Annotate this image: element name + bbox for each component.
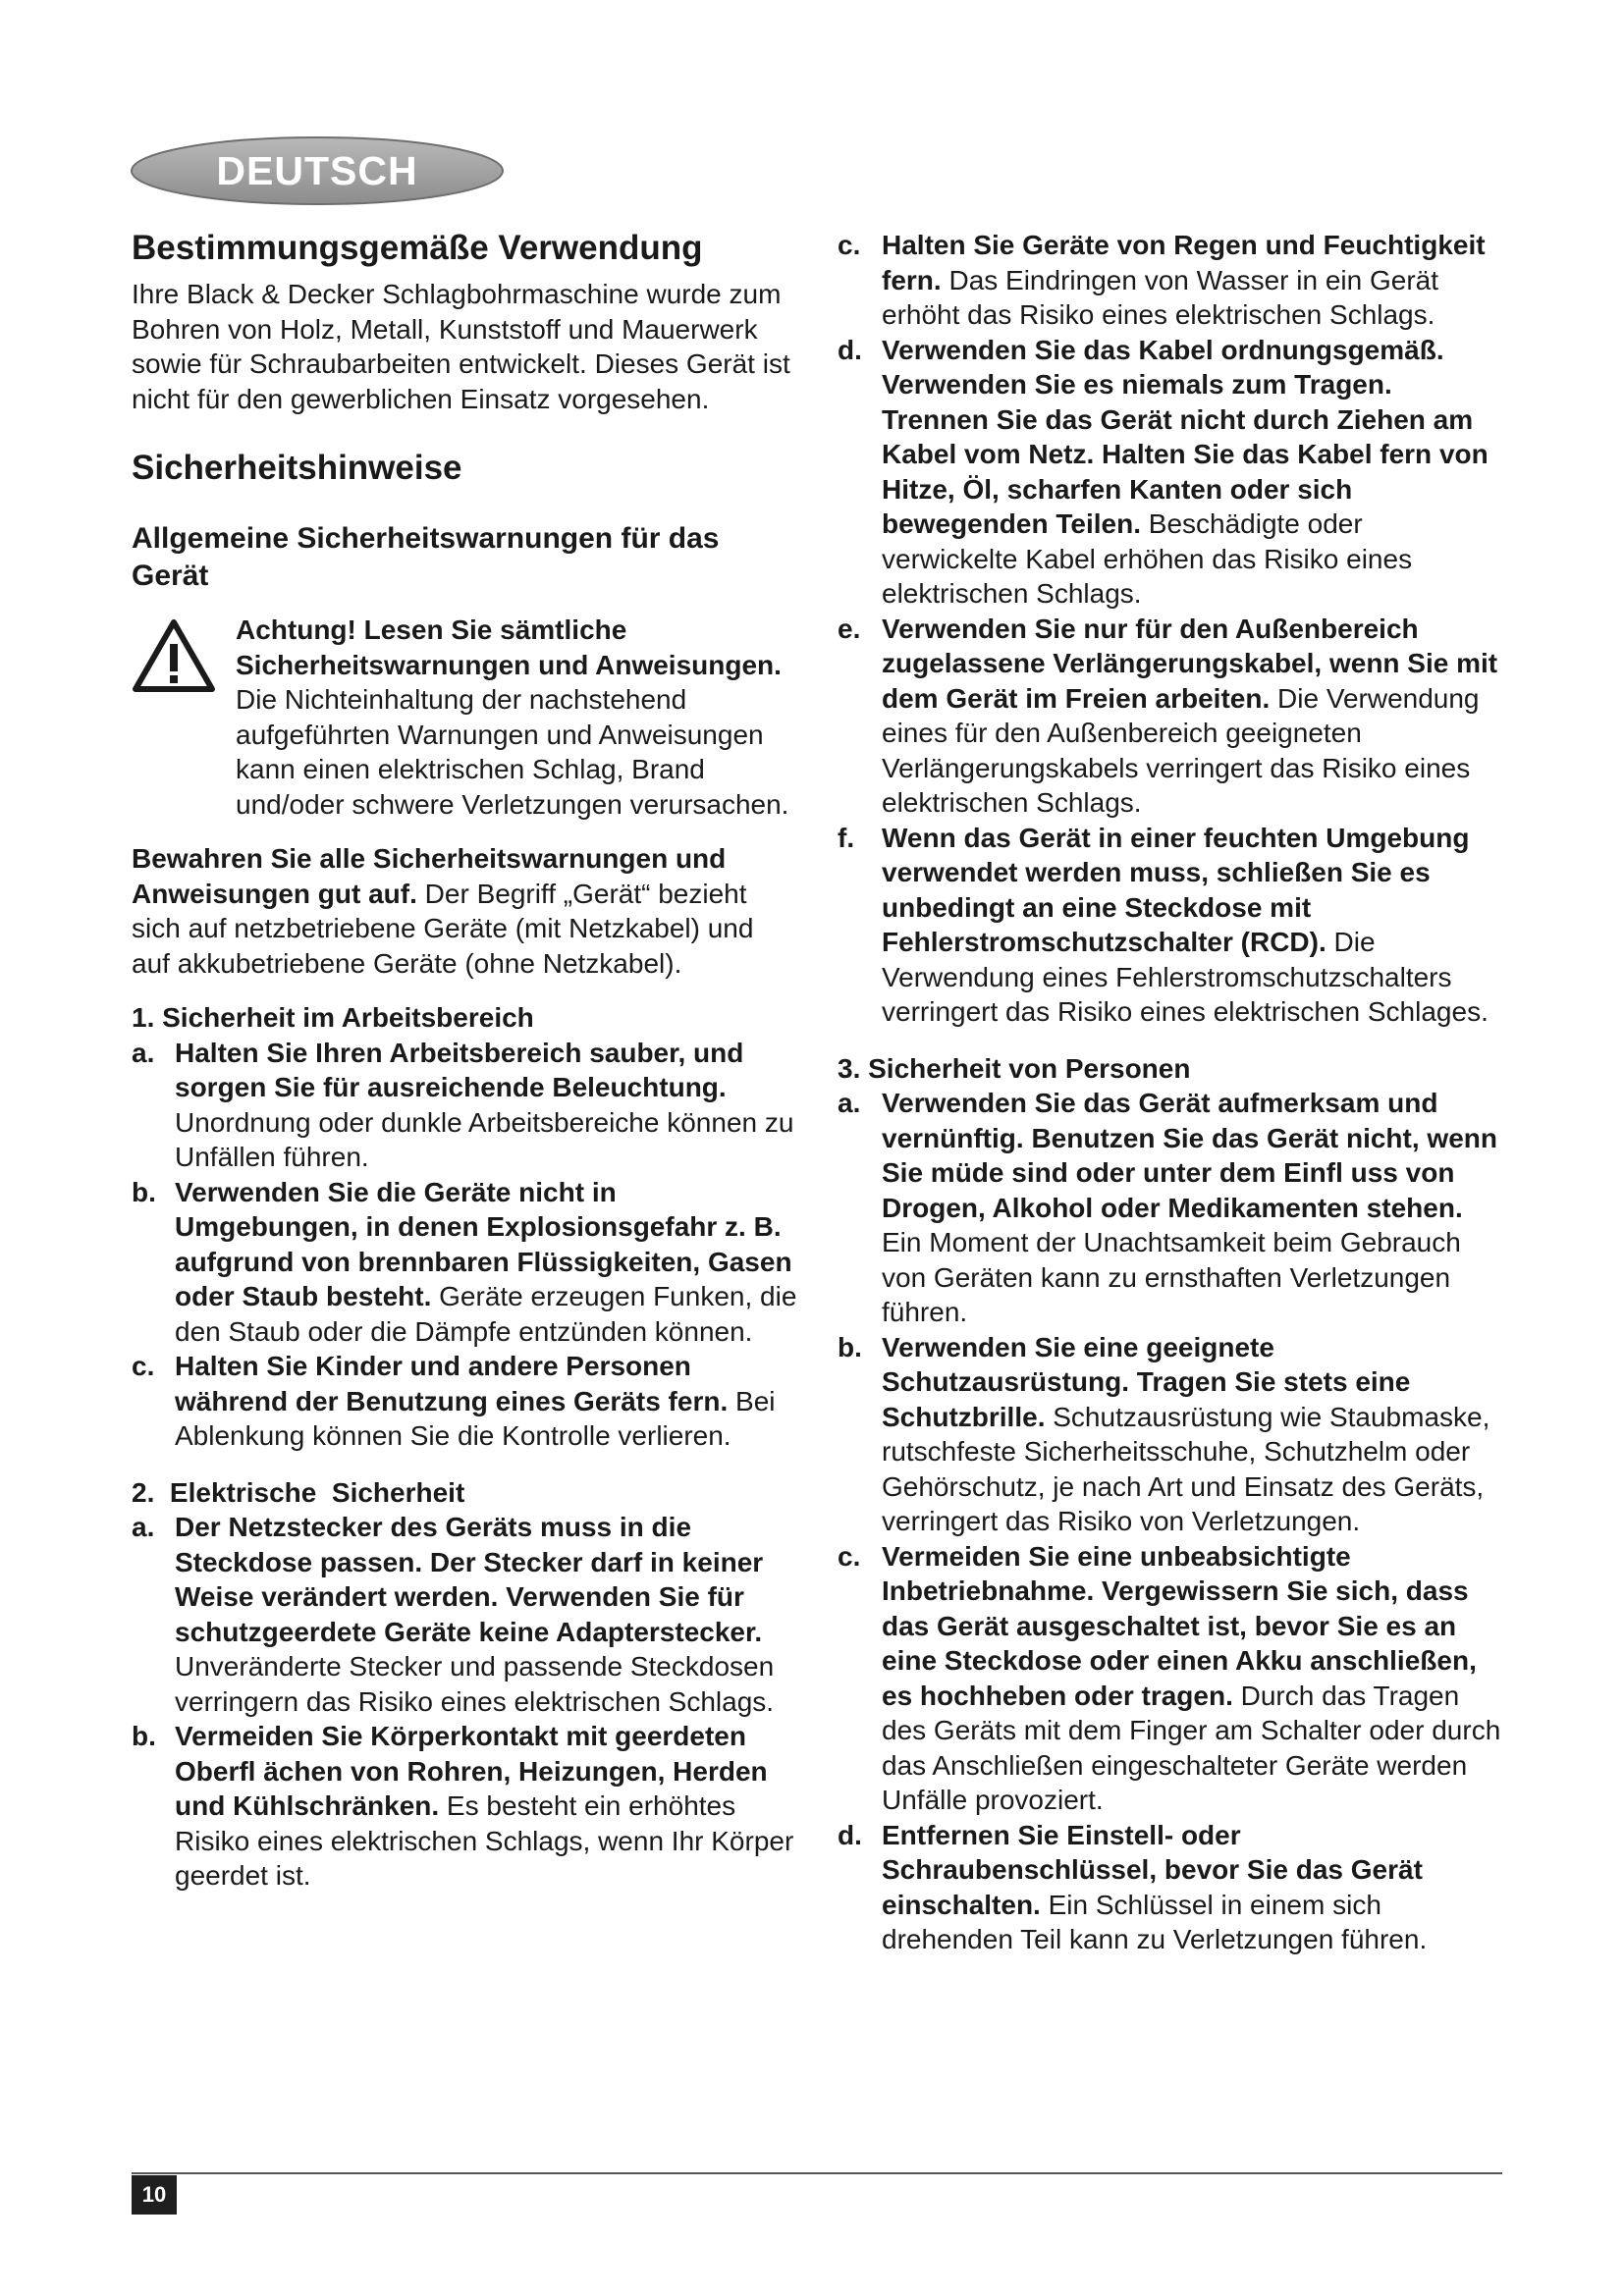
list-item-bold: Entfernen Sie Einstell- oder Schraubenschlüssel, bevor Sie das Gerät einschalten.	[882, 1819, 1423, 1920]
warning-triangle-icon	[132, 613, 236, 822]
list-item-bold: Verwenden Sie eine geeignete Schutzausrüstung. Tragen Sie stets eine Schutzbrille.	[882, 1331, 1411, 1432]
list-item-bold: Halten Sie Geräte von Regen und Feuchtigkeit fern.	[882, 230, 1486, 295]
list-item-bold: Verwenden Sie das Gerät aufmerksam und vernünftig. Benutzen Sie das Gerät nicht, wenn Sie müde sind oder unter dem Einfl uss von Drogen, Alkohol oder Medikamenten stehen.	[882, 1088, 1497, 1223]
keep-instructions-bold: Bewahren Sie alle Sicherheitswarnungen und Anweisungen gut auf.	[132, 843, 727, 909]
list-item	[838, 612, 1505, 821]
list-item-text: Bei Ablenkung können Sie die Kontrolle verlieren.	[175, 1385, 776, 1451]
list-item	[838, 228, 1505, 333]
list-item-text: Durch das Tragen des Geräts mit dem Finger am Schalter oder durch das Anschließen eingeschalteter Geräte werden Unfälle provoziert.	[882, 1680, 1501, 1815]
list-item-bold: Wenn das Gerät in einer feuchten Umgebung verwendet werden muss, schließen Sie es unbedingt an eine Steckdose mit Fehlerstromschutzschalter (RCD).	[882, 822, 1470, 957]
warning-bold-text: Achtung! Lesen Sie sämtliche Sicherheitswarnungen und Anweisungen.	[236, 614, 782, 680]
list-item-bold: Halten Sie Kinder und andere Personen während der Benutzung eines Geräts fern.	[175, 1351, 729, 1416]
list-item-text: Die Verwendung eines für den Außenbereich geeigneten Verlängerungskabels verringert das Risiko eines elektrischen Schlags.	[882, 682, 1480, 818]
list-item-text: Die Verwendung eines Fehlerstromschutzschalters verringert das Risiko eines elektrischen Schlages.	[882, 927, 1489, 1027]
language-badge-label: DEUTSCH	[216, 147, 418, 193]
list-item-text: Unveränderte Stecker und passende Steckdosen verringern das Risiko eines elektrischen Schlags.	[175, 1651, 775, 1717]
list-item-letter: c.	[838, 1540, 861, 1572]
list-item	[838, 821, 1505, 1030]
right-column	[838, 228, 1505, 1957]
language-badge	[130, 135, 505, 206]
warning-text: Die Nichteinhaltung der nachstehend aufgeführten Warnungen und Anweisungen kann einen elektrischen Schlag, Brand und/oder schwere Verletzungen verursachen.	[236, 684, 789, 820]
list-item-bold: Verwenden Sie die Geräte nicht in Umgebungen, in denen Explosionsgefahr z. B. aufgrund von brennbaren Flüssigkeiten, Gasen oder Staub besteht.	[175, 1176, 792, 1311]
left-column	[132, 228, 799, 1894]
section-title-safety: Sicherheitshinweise	[132, 449, 462, 487]
list-item-text: Ein Moment der Unachtsamkeit beim Gebrauch von Geräten kann zu ernsthaften Verletzungen führen.	[882, 1227, 1461, 1327]
subsection-title-general-warnings: Allgemeine Sicherheitswarnungen für das Gerät	[132, 522, 720, 592]
page-number: 10	[132, 2175, 177, 2215]
group2-title: 2. Elektrische Sicherheit	[132, 1476, 465, 1508]
keep-instructions-paragraph	[132, 841, 799, 981]
list-item	[838, 1539, 1505, 1818]
list-item-letter: d.	[838, 1819, 862, 1850]
list-item	[132, 1175, 799, 1350]
list-item	[838, 1818, 1505, 1957]
group3-title: 3. Sicherheit von Personen	[838, 1052, 1191, 1084]
list-item-text: Schutzausrüstung wie Staubmaske, rutschfeste Sicherheitsschuhe, Schutzhelm oder Gehörschutz, je nach Art und Einsatz des Geräts, verringert das Risiko von Verletzungen.	[882, 1401, 1490, 1536]
list-item-bold: Verwenden Sie nur für den Außenbereich zugelassene Verlängerungskabel, wenn Sie mit dem Gerät im Freien arbeiten.	[882, 613, 1498, 714]
list-item-bold: Halten Sie Ihren Arbeitsbereich sauber, und sorgen Sie für ausreichende Beleuchtung.	[175, 1037, 744, 1102]
list-item-text: Das Eindringen von Wasser in ein Gerät erhöht das Risiko eines elektrischen Schlags.	[882, 264, 1438, 330]
list-item-bold: Verwenden Sie das Kabel ordnungsgemäß. Verwenden Sie es niemals zum Tragen. Trennen Sie das Gerät nicht durch Ziehen am Kabel vom Netz. Halten Sie das Kabel fern von Hitze, Öl, scharfen Kanten oder sich bewegenden Teilen.	[882, 334, 1489, 539]
section-title-intended-use: Bestimmungsgemäße Verwendung	[132, 229, 703, 267]
list-item-letter: e.	[838, 613, 861, 644]
list-item	[838, 1086, 1505, 1330]
list-item-letter: b.	[132, 1721, 156, 1751]
list-item-letter: c.	[132, 1351, 155, 1381]
list-item-letter: b.	[838, 1331, 862, 1362]
list-item-letter: b.	[132, 1176, 156, 1207]
list-item	[132, 1719, 799, 1894]
list-item-bold: Vermeiden Sie eine unbeabsichtigte Inbetriebnahme. Vergewissern Sie sich, dass das Gerät ausgeschaltet ist, bevor Sie es an eine Steckdose oder einen Akku anschließen, es hochheben oder tragen.	[882, 1540, 1477, 1711]
list-item	[838, 1330, 1505, 1539]
list-item	[132, 1349, 799, 1454]
list-item-letter: d.	[838, 334, 862, 365]
list-item-text: Beschädigte oder verwickelte Kabel erhöhen das Risiko eines elektrischen Schlags.	[882, 508, 1413, 609]
keep-instructions-text: Der Begriff „Gerät“ bezieht sich auf netzbetriebene Geräte (mit Netzkabel) und auf akkubetriebene Geräte (ohne Netzkabel).	[132, 878, 754, 979]
list-item-text: Unordnung oder dunkle Arbeitsbereiche können zu Unfällen führen.	[175, 1106, 794, 1172]
list-item-text: Geräte erzeugen Funken, die den Staub oder die Dämpfe entzünden können.	[175, 1281, 797, 1347]
list-item-letter: c.	[838, 230, 861, 260]
intended-use-text: Ihre Black & Decker Schlagbohrmaschine wurde zum Bohren von Holz, Metall, Kunststoff und Mauerwerk sowie für Schraubarbeiten entwickelt. Dieses Gerät ist nicht für den gewerblichen Einsatz vorgesehen.	[132, 279, 790, 414]
group1-title: 1. Sicherheit im Arbeitsbereich	[132, 1002, 534, 1033]
list-item-letter: a.	[838, 1088, 861, 1118]
list-item-bold: Der Netzstecker des Geräts muss in die Steckdose passen. Der Stecker darf in keiner Weise verändert werden. Verwenden Sie für schutzgeerdete Geräte keine Adapterstecker.	[175, 1512, 764, 1647]
list-item	[132, 1510, 799, 1719]
list-item	[838, 333, 1505, 612]
warning-block	[132, 613, 799, 822]
list-item	[132, 1036, 799, 1175]
list-item-text: Es besteht ein erhöhtes Risiko eines elektrischen Schlags, wenn Ihr Körper geerdet ist.	[175, 1790, 794, 1891]
list-item-text: Ein Schlüssel in einem sich drehenden Teil kann zu Verletzungen führen.	[882, 1889, 1428, 1954]
list-item-bold: Vermeiden Sie Körperkontakt mit geerdeten Oberfl ächen von Rohren, Heizungen, Herden und Kühlschränken.	[175, 1721, 768, 1821]
list-item-letter: f.	[838, 822, 855, 853]
footer-divider	[132, 2172, 1502, 2174]
list-item-letter: a.	[132, 1512, 155, 1542]
list-item-letter: a.	[132, 1037, 155, 1068]
